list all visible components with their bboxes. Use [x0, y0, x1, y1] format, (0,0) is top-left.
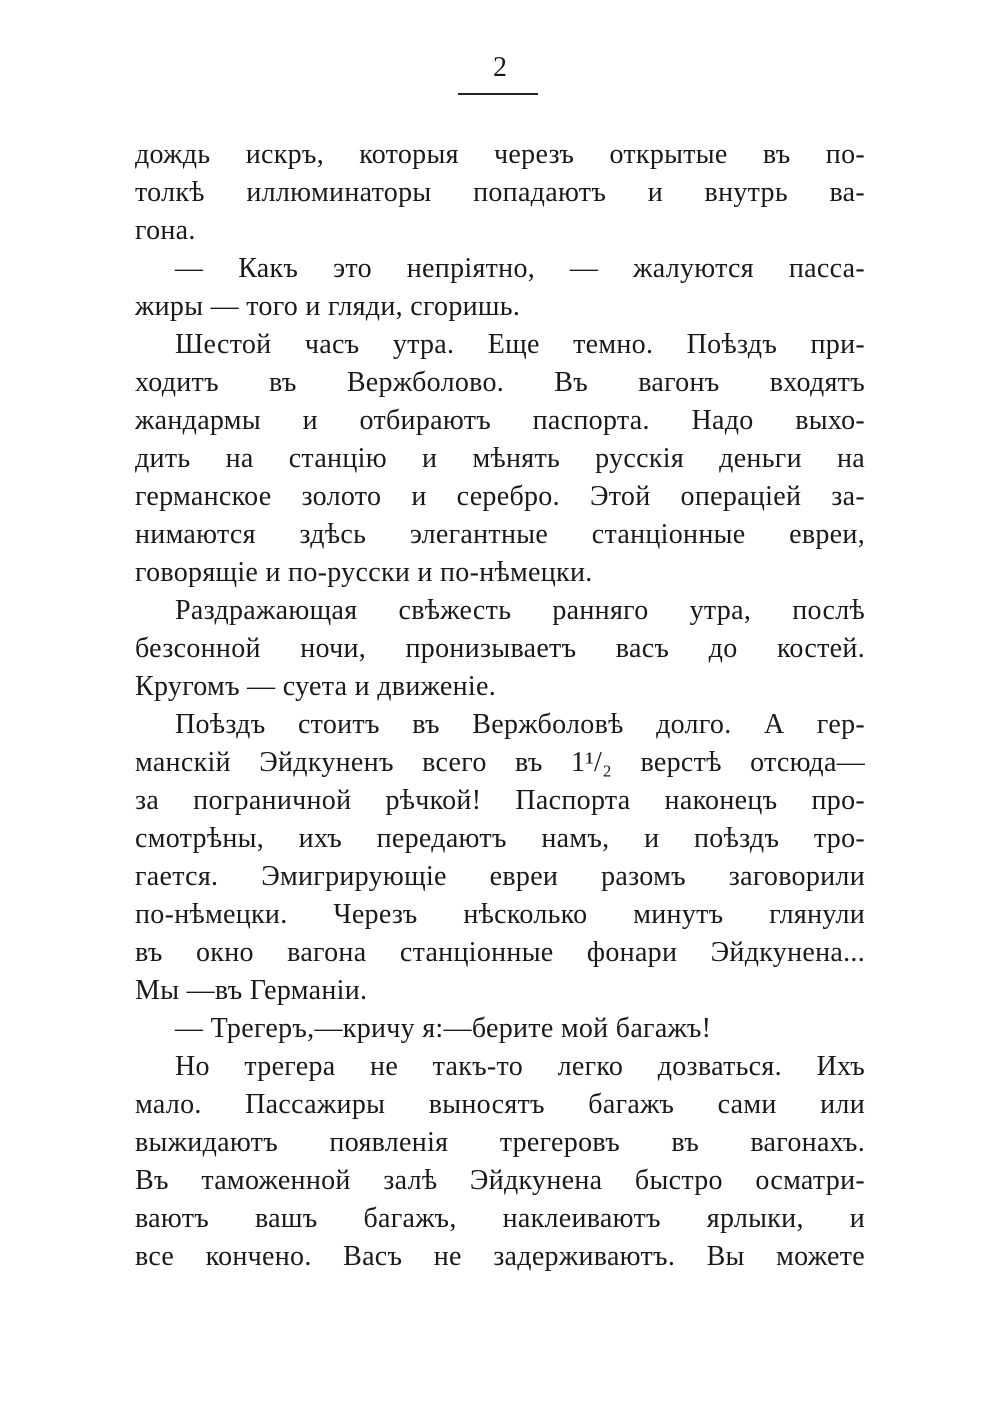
paragraph: [135, 250, 865, 326]
text-line: гона.: [135, 215, 196, 246]
page-number: 2: [493, 52, 507, 83]
text-line: Но трегера не такъ-то легко дозваться. Ихъ: [175, 1051, 865, 1082]
text-line: — Трегеръ,—кричу я:—берите мой багажъ!: [175, 1013, 712, 1044]
paragraph: [135, 1048, 865, 1276]
text-line: Кругомъ — суета и движеніе.: [135, 671, 497, 702]
text-line: смотрѣны, ихъ передаютъ намъ, и поѣздъ тро-: [135, 823, 865, 854]
text-line: германское золото и серебро. Этой операціей за-: [135, 481, 865, 512]
paragraph: [135, 1010, 865, 1048]
body-text: [135, 136, 865, 1276]
text-line: нимаются здѣсь элегантные станціонные евреи,: [135, 519, 865, 550]
text-line: мало. Пассажиры выносятъ багажъ сами или: [135, 1089, 865, 1120]
paragraph: [135, 326, 865, 592]
text-line: жиры — того и гляди, сгоришь.: [135, 291, 521, 322]
text-line: толкѣ иллюминаторы попадаютъ и внутрь ва-: [135, 177, 865, 208]
text-line: ваютъ вашъ багажъ, наклеиваютъ ярлыки, и: [135, 1203, 865, 1234]
text-line: манскій Эйдкуненъ всего въ 1¹/₂ верстѣ отсюда—: [135, 747, 865, 778]
paragraph: [135, 136, 865, 250]
text-line: безсонной ночи, пронизываетъ васъ до костей.: [135, 633, 865, 664]
text-line: Шестой часъ утра. Еще темно. Поѣздъ при-: [175, 329, 865, 360]
text-line: дождь искръ, которыя черезъ открытые въ по-: [135, 139, 865, 170]
paragraph: [135, 706, 865, 1010]
text-line: все кончено. Васъ не задерживаютъ. Вы можете: [135, 1241, 865, 1272]
text-line: Поѣздъ стоитъ въ Вержболовѣ долго. А гер-: [175, 709, 865, 740]
text-line: говорящіе и по-русски и по-нѣмецки.: [135, 557, 593, 588]
text-line: Въ таможенной залѣ Эйдкунена быстро осматри-: [135, 1165, 865, 1196]
text-line: дить на станцію и мѣнять русскія деньги на: [135, 443, 865, 474]
header-rule: [458, 93, 538, 95]
text-line: Мы —въ Германіи.: [135, 975, 368, 1006]
text-line: по-нѣмецки. Черезъ нѣсколько минутъ глянули: [135, 899, 865, 930]
text-line: Раздражающая свѣжесть ранняго утра, послѣ: [175, 595, 865, 626]
text-line: — Какъ это непріятно, — жалуются пасса-: [175, 253, 865, 284]
text-line: ходитъ въ Вержболово. Въ вагонъ входятъ: [135, 367, 865, 398]
text-line: жандармы и отбираютъ паспорта. Надо выхо-: [135, 405, 865, 436]
paragraph: [135, 592, 865, 706]
text-line: въ окно вагона станціонные фонари Эйдкунена...: [135, 937, 865, 968]
text-line: за пограничной рѣчкой! Паспорта наконецъ про-: [135, 785, 865, 816]
text-line: гается. Эмигрирующіе евреи разомъ заговорили: [135, 861, 865, 892]
text-line: выжидаютъ появленія трегеровъ въ вагонахъ.: [135, 1127, 865, 1158]
